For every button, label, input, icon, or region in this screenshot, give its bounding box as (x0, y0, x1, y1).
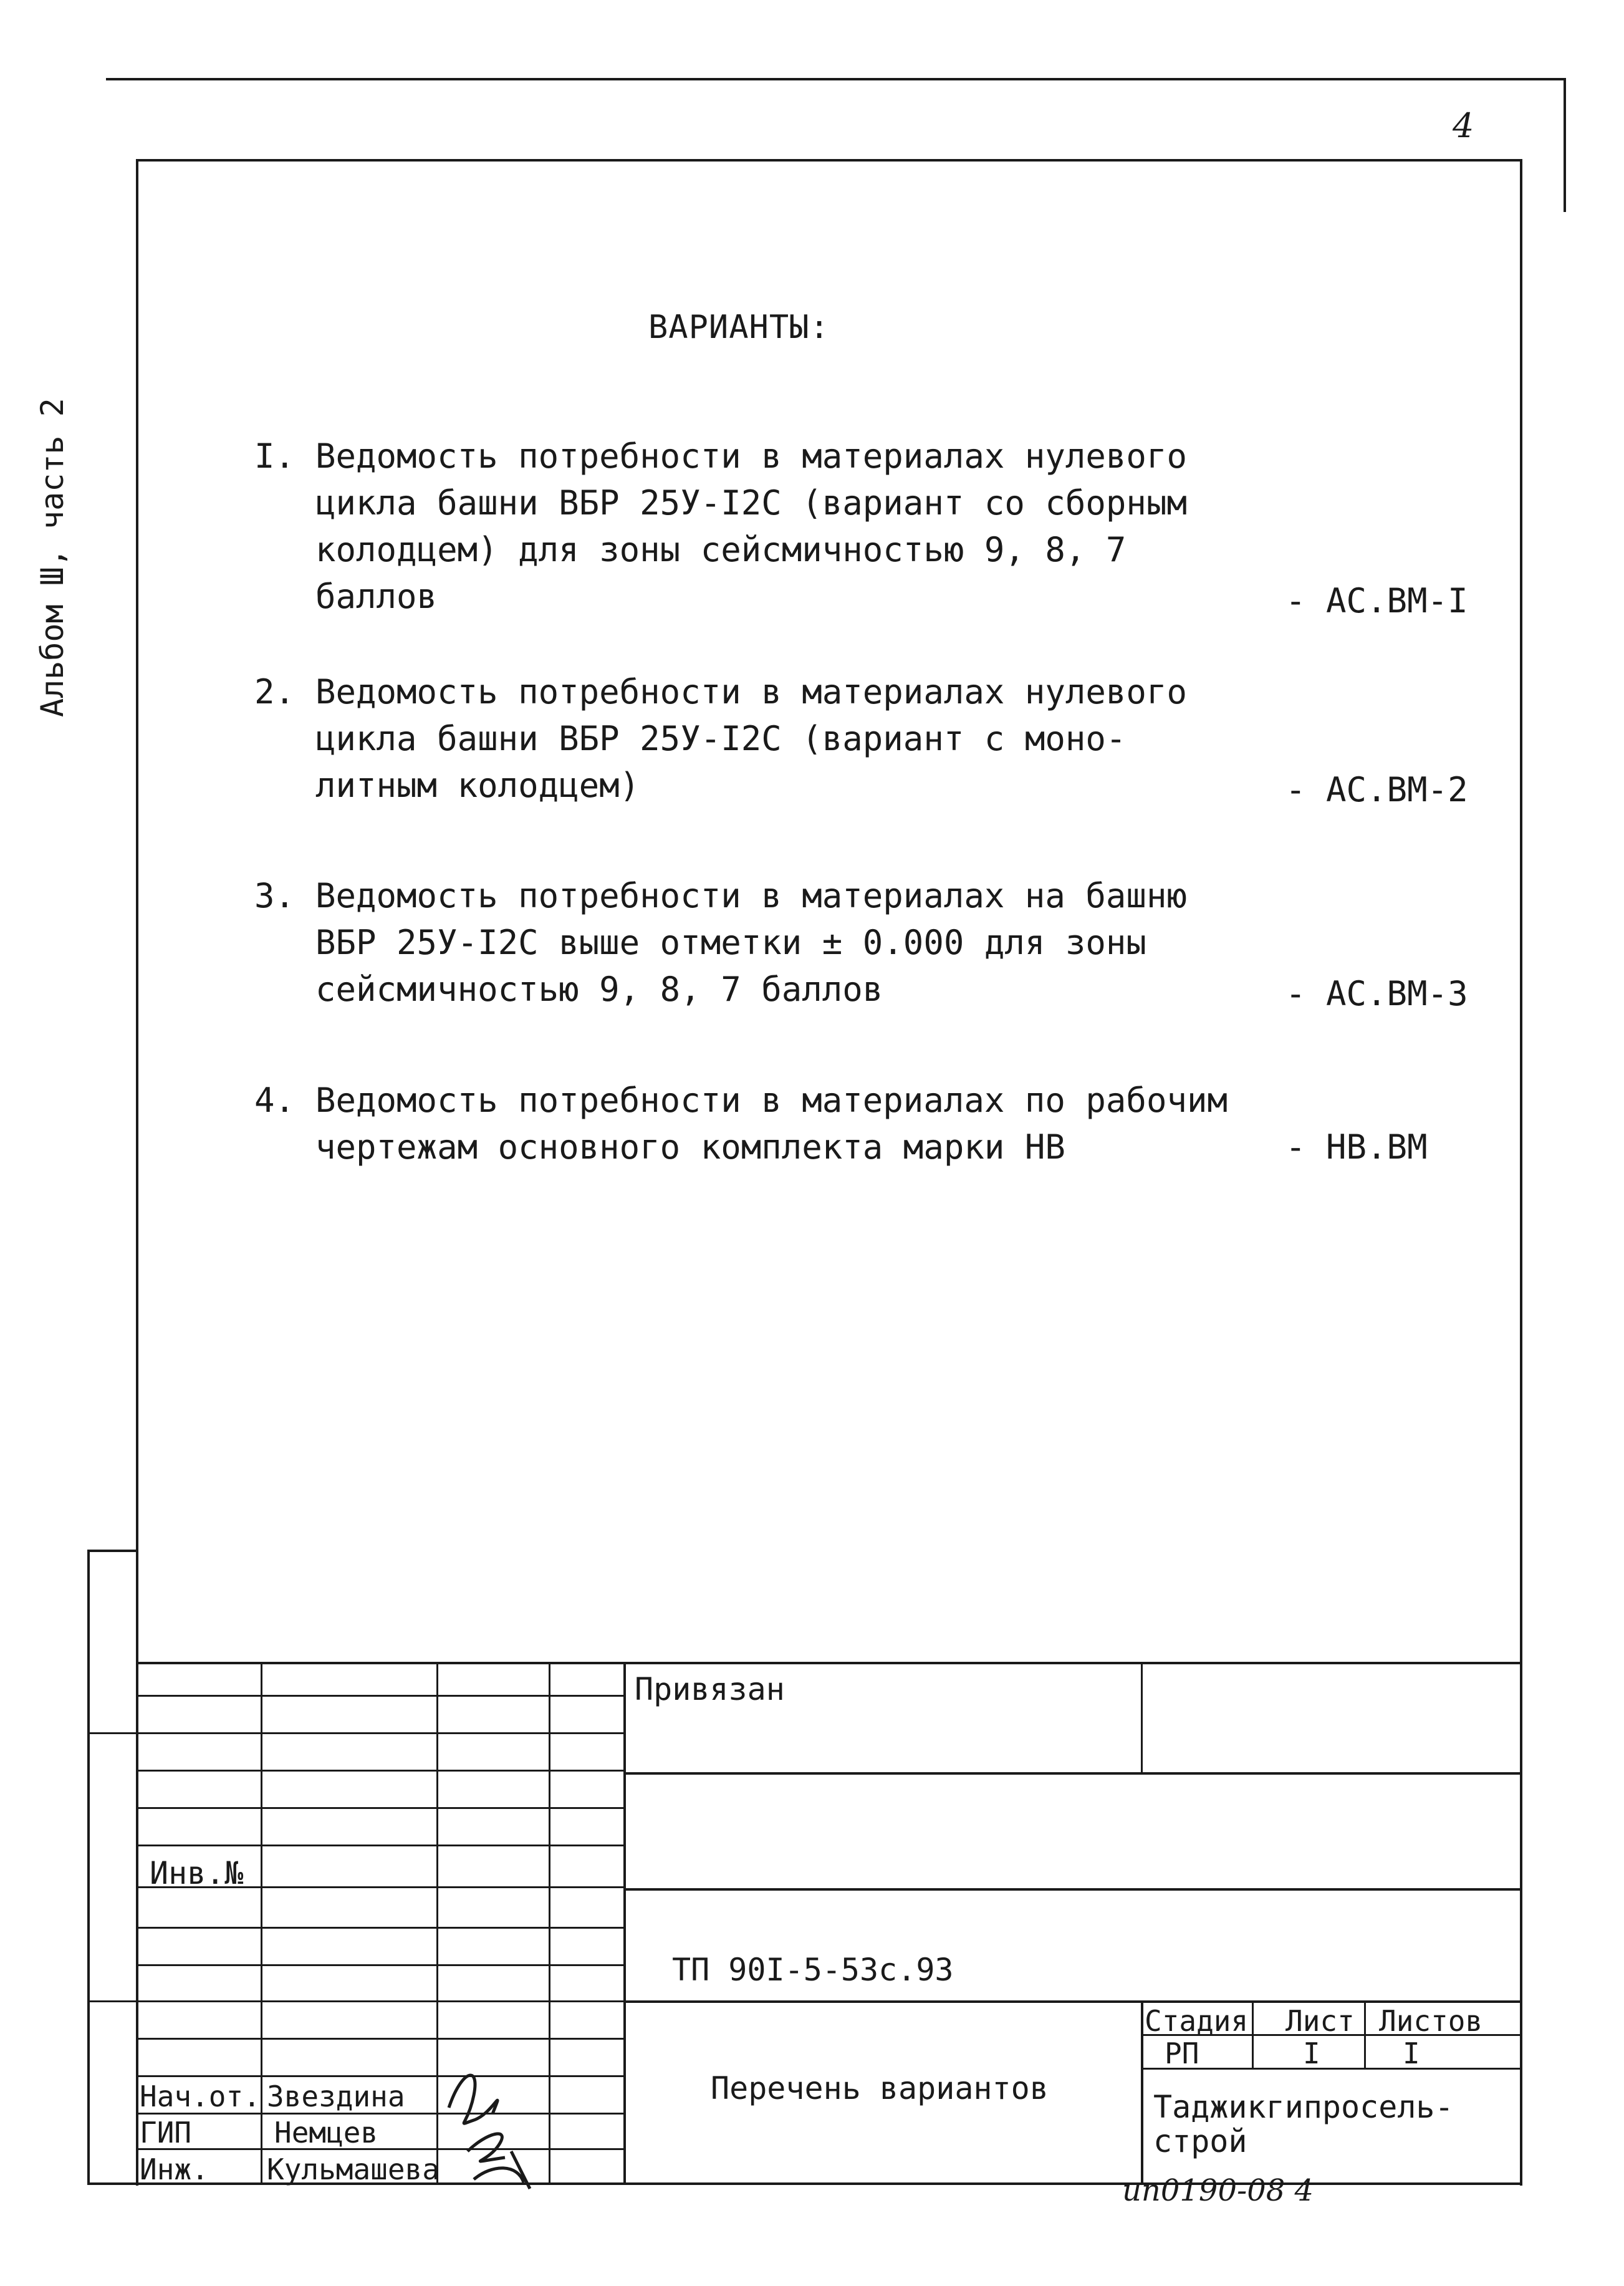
item-text-line: ВБР 25У-I2С выше отметки ± 0.000 для зоны (315, 923, 1146, 962)
item-number: 3. (254, 876, 295, 915)
grid-v (549, 1662, 550, 2185)
grid-h (136, 1845, 625, 1846)
item-code: - НВ.ВМ (1285, 1127, 1428, 1167)
grid-h (136, 2000, 625, 2002)
right-h (623, 1772, 1522, 1775)
margin-strip-tick (87, 1732, 138, 1734)
organization: Таджикгипросель- (1153, 2089, 1454, 2125)
item-code: - АС.ВМ-3 (1285, 974, 1468, 1013)
stage-value: РП (1165, 2037, 1199, 2070)
item-text-line: цикла башни ВБР 25У-I2С (вариант со сборным (315, 483, 1187, 523)
inv-label: Инв.№ (150, 1855, 244, 1891)
right-h (623, 1888, 1522, 1891)
grid-h (136, 2038, 625, 2040)
right-h (623, 2000, 1522, 2003)
item-text-line: литным колодцем) (315, 766, 640, 805)
role-label: Нач.от. (140, 2080, 261, 2113)
sheets-value: I (1403, 2037, 1420, 2070)
item-text-line: колодцем) для зоны сейсмичностью 9, 8, 7 (315, 530, 1127, 569)
item-text-line: сейсмичностью 9, 8, 7 баллов (315, 970, 883, 1009)
grid-h (136, 1927, 625, 1929)
item-code: - АС.ВМ-I (1285, 581, 1468, 620)
doc-code: ТП 90I-5-53с.93 (672, 1952, 954, 1988)
page-number: 4 (1453, 106, 1474, 145)
outer-right-line (1564, 78, 1566, 212)
attached-divider (1141, 1662, 1143, 1774)
grid-h (136, 2148, 625, 2150)
grid-h (136, 1770, 625, 1772)
doc-title: Перечень вариантов (711, 2070, 1049, 2106)
grid-h (136, 2075, 625, 2077)
stage-col-v (1364, 2000, 1366, 2069)
footer-code: ип0190-08 4 (1122, 2173, 1314, 2208)
page-title: ВАРИАНТЫ: (648, 309, 830, 346)
stage-divider (1141, 2000, 1143, 2185)
frame-top (136, 159, 1522, 162)
sheet-header: Лист (1285, 2004, 1355, 2038)
sheets-header: Листов (1379, 2004, 1483, 2038)
sheet-value: I (1303, 2037, 1320, 2070)
item-text-line: чертежам основного комплекта марки НВ (315, 1127, 1065, 1167)
stage-header: Стадия (1145, 2004, 1249, 2038)
margin-strip-tick (87, 2000, 138, 2002)
item-text-line: цикла башни ВБР 25У-I2С (вариант с моно- (315, 719, 1127, 758)
margin-strip-top (87, 1550, 138, 1552)
item-code: - АС.ВМ-2 (1285, 770, 1468, 809)
outer-top-line (106, 78, 1565, 80)
attached-label: Привязан (635, 1671, 785, 1707)
item-number: 2. (254, 672, 295, 711)
spine-label: Альбом Ш, часть 2 (34, 398, 70, 717)
person-name: Звездина (267, 2080, 405, 2113)
grid-v-main (623, 1662, 626, 2185)
grid-h (136, 1964, 625, 1966)
person-name: Немцев (274, 2116, 378, 2149)
item-text-line: баллов (315, 577, 438, 616)
item-number: 4. (254, 1081, 295, 1120)
stamp-top (136, 1662, 1522, 1664)
grid-h (136, 1732, 625, 1734)
grid-h (136, 1807, 625, 1809)
item-text-line: Ведомость потребности в материалах нулевого (315, 436, 1187, 476)
item-number: I. (254, 436, 295, 476)
signature-image (436, 2058, 549, 2204)
role-label: ГИП (140, 2116, 192, 2149)
grid-h (136, 1695, 625, 1697)
grid-v (261, 1662, 262, 2185)
item-text-line: Ведомость потребности в материалах нулевого (315, 672, 1187, 711)
role-label: Инж. (140, 2153, 209, 2186)
person-name: Кульмашева (267, 2153, 440, 2186)
organization: строй (1153, 2123, 1247, 2159)
frame-right (1520, 159, 1522, 2186)
stage-col-v (1252, 2000, 1254, 2069)
margin-strip-left (87, 1550, 90, 2185)
item-text-line: Ведомость потребности в материалах по рабочим (315, 1081, 1228, 1120)
item-text-line: Ведомость потребности в материалах на башню (315, 876, 1187, 915)
frame-left (136, 159, 138, 2186)
